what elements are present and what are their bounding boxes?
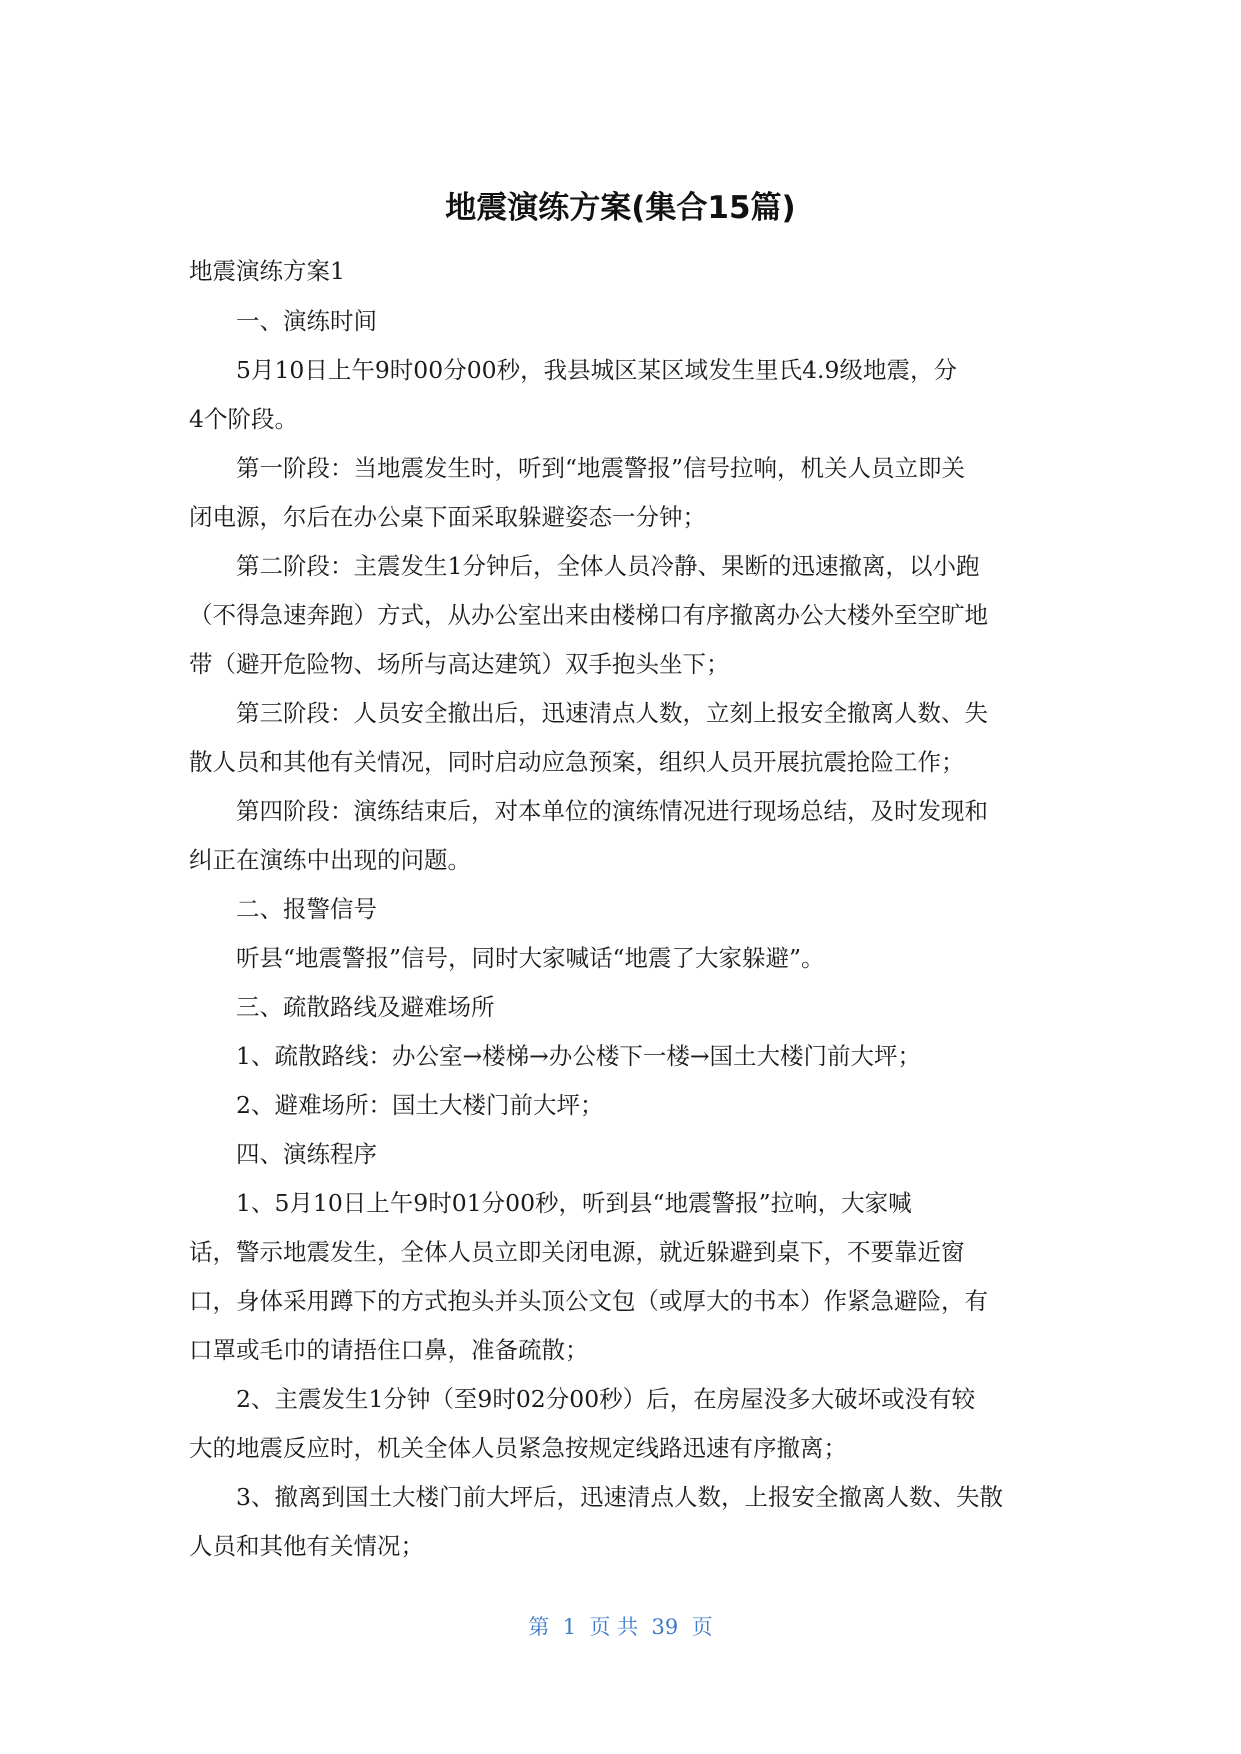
- paragraph-line: 闭电源，尔后在办公桌下面采取躲避姿态一分钟；: [189, 503, 706, 531]
- page-number-footer: 第 1 页 共 39 页: [528, 1615, 713, 1639]
- paragraph-line: （不得急速奔跑）方式，从办公室出来由楼梯口有序撤离办公大楼外至空旷地: [189, 601, 988, 629]
- paragraph-line: 口，身体采用蹲下的方式抱头并头顶公文包（或厚大的书本）作紧急避险，有: [189, 1287, 988, 1315]
- paragraph-line: 听县“地震警报”信号，同时大家喊话“地震了大家躲避”。: [189, 944, 825, 972]
- paragraph-line: 3、撤离到国土大楼门前大坪后，迅速清点人数，上报安全撤离人数、失散: [189, 1483, 1003, 1511]
- paragraph-line: 散人员和其他有关情况，同时启动应急预案，组织人员开展抗震抢险工作；: [189, 748, 965, 776]
- paragraph-line: 第一阶段：当地震发生时，听到“地震警报”信号拉响，机关人员立即关: [189, 454, 966, 482]
- paragraph-line: 纠正在演练中出现的问题。: [189, 846, 471, 874]
- paragraph-line: 5月10日上午9时00分00秒，我县城区某区域发生里氏4.9级地震，分: [189, 356, 957, 384]
- paragraph-line: 4个阶段。: [189, 405, 298, 433]
- paragraph-line: 大的地震反应时，机关全体人员紧急按规定线路迅速有序撤离；: [189, 1434, 847, 1462]
- paragraph-line: 一、演练时间: [189, 307, 377, 335]
- paragraph-line: 三、疏散路线及避难场所: [189, 993, 495, 1021]
- paragraph-line: 人员和其他有关情况；: [189, 1532, 424, 1560]
- paragraph-line: 第二阶段：主震发生1分钟后，全体人员冷静、果断的迅速撤离，以小跑: [189, 552, 980, 580]
- paragraph-line: 四、演练程序: [189, 1140, 377, 1168]
- paragraph-line: 带（避开危险物、场所与高达建筑）双手抱头坐下；: [189, 650, 730, 678]
- paragraph-line: 2、主震发生1分钟（至9时02分00秒）后，在房屋没多大破坏或没有较: [189, 1385, 976, 1413]
- paragraph-line: 二、报警信号: [189, 895, 377, 923]
- paragraph-line: 第四阶段：演练结束后，对本单位的演练情况进行现场总结，及时发现和: [189, 797, 988, 825]
- document-title: 地震演练方案(集合15篇): [445, 190, 796, 226]
- paragraph-line: 地震演练方案1: [189, 257, 345, 285]
- paragraph-line: 口罩或毛巾的请捂住口鼻，准备疏散；: [189, 1336, 589, 1364]
- paragraph-line: 2、避难场所：国土大楼门前大坪；: [189, 1091, 604, 1119]
- paragraph-line: 1、疏散路线：办公室→楼梯→办公楼下一楼→国土大楼门前大坪；: [189, 1042, 922, 1070]
- paragraph-line: 话，警示地震发生，全体人员立即关闭电源，就近躲避到桌下，不要靠近窗: [189, 1238, 965, 1266]
- paragraph-line: 第三阶段：人员安全撤出后，迅速清点人数，立刻上报安全撤离人数、失: [189, 699, 988, 727]
- paragraph-line: 1、5月10日上午9时01分00秒，听到县“地震警报”拉响，大家喊: [189, 1189, 912, 1217]
